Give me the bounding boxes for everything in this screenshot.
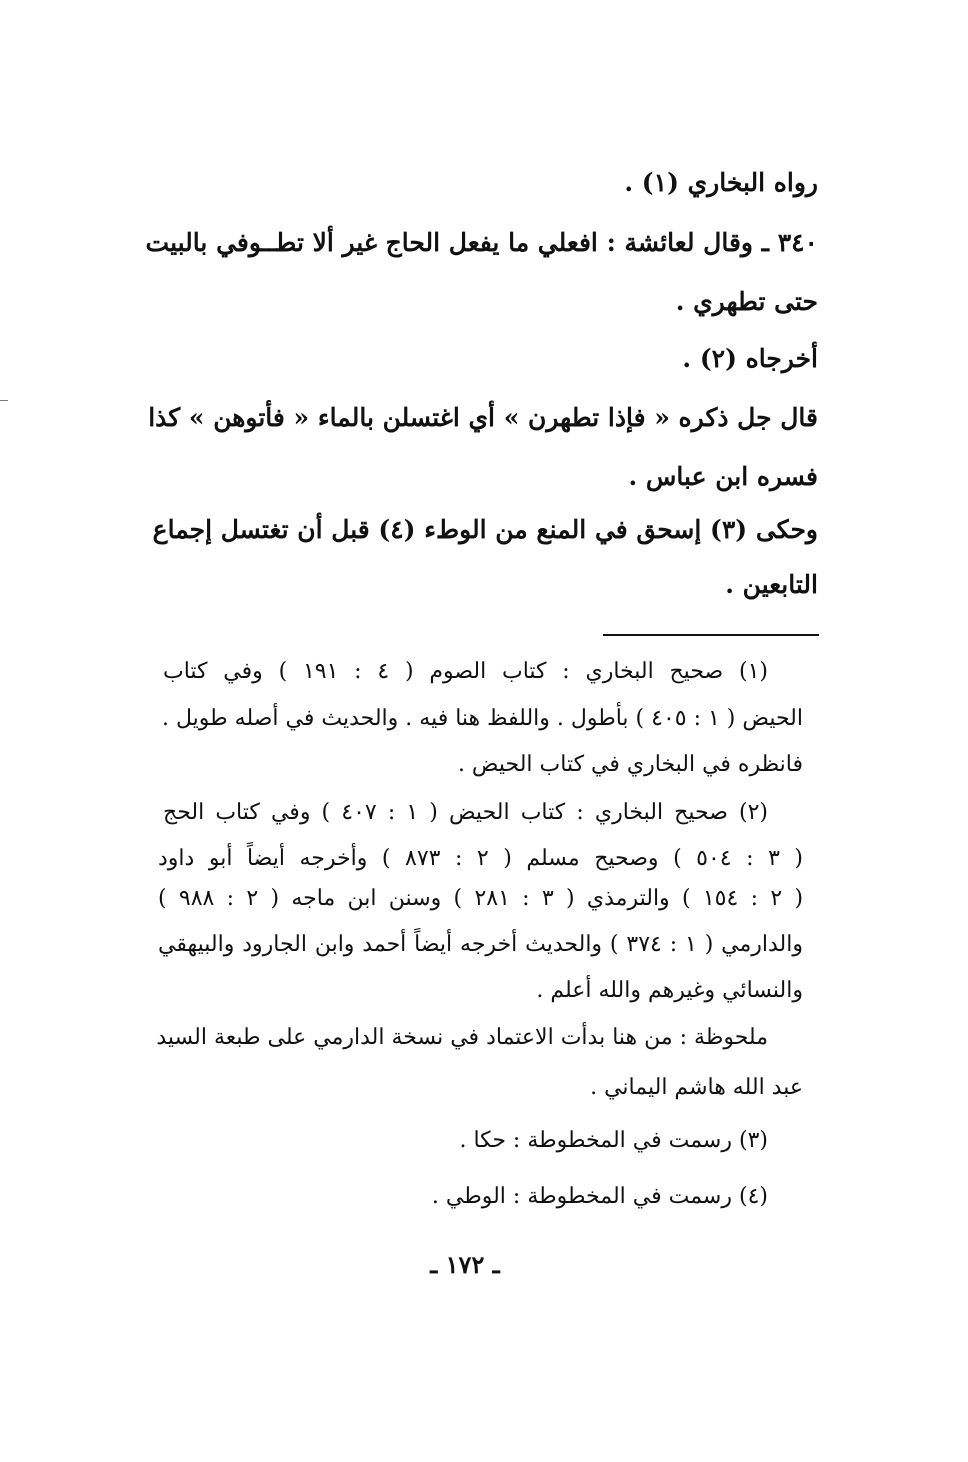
footnote-2-line-5: والنسائي وغيرهم والله أعلم . xyxy=(536,978,803,1003)
footnote-2-line-4: والدارمي ( ١ : ٣٧٤ ) والحديث أخرجه أيضاً أحمد وابن الجارود والبيهقي xyxy=(158,932,803,957)
main-text-line-6: فسره ابن عباس . xyxy=(628,462,818,491)
footnote-1-line-1: (١) صحيح البخاري : كتاب الصوم ( ٤ : ١٩١ ) وفي كتاب xyxy=(163,659,768,684)
page-number: ـ ١٧٢ ـ xyxy=(430,1250,500,1279)
main-text-line-2: ٣٤٠ ـ وقال لعائشة : افعلي ما يفعل الحاج غير ألا تطــوفي بالبيت xyxy=(145,228,818,257)
main-text-line-1: رواه البخاري (١) . xyxy=(624,168,818,197)
main-text-line-8: التابعين . xyxy=(725,570,818,599)
remark-line-1: ملحوظة : من هنا بدأت الاعتماد في نسخة الدارمي على طبعة السيد xyxy=(156,1025,768,1050)
footnote-2-line-2: ( ٣ : ٥٠٤ ) وصحيح مسلم ( ٢ : ٨٧٣ ) وأخرجه أيضاً أبو داود xyxy=(158,846,804,871)
footnote-2-line-1: (٢) صحيح البخاري : كتاب الحيض ( ١ : ٤٠٧ ) وفي كتاب الحج xyxy=(163,800,768,825)
main-text-line-7: وحكى (٣) إسحق في المنع من الوطء (٤) قبل أن تغتسل إجماع xyxy=(152,515,818,544)
scan-edge-mark xyxy=(0,400,8,401)
footnote-1-line-2: الحيض ( ١ : ٤٠٥ ) بأطول . واللفظ هنا فيه . والحديث في أصله طويل . xyxy=(162,706,803,731)
main-text-line-3: حتى تطهري . xyxy=(675,287,818,316)
footnote-2-line-3: ( ٢ : ١٥٤ ) والترمذي ( ٣ : ٢٨١ ) وسنن ابن ماجه ( ٢ : ٩٨٨ ) xyxy=(158,886,804,911)
main-text-line-5: قال جل ذكره « فإذا تطهرن » أي اغتسلن بالماء « فأتوهن » كذا xyxy=(148,403,818,432)
footnote-3: (٣) رسمت في المخطوطة : حكا . xyxy=(459,1128,768,1153)
footnote-1-line-3: فانظره في البخاري في كتاب الحيض . xyxy=(457,752,803,777)
footnote-separator xyxy=(603,634,819,636)
remark-line-2: عبد الله هاشم اليماني . xyxy=(590,1075,803,1100)
footnote-4: (٤) رسمت في المخطوطة : الوطي . xyxy=(431,1184,768,1209)
main-text-line-4: أخرجاه (٢) . xyxy=(682,344,818,373)
